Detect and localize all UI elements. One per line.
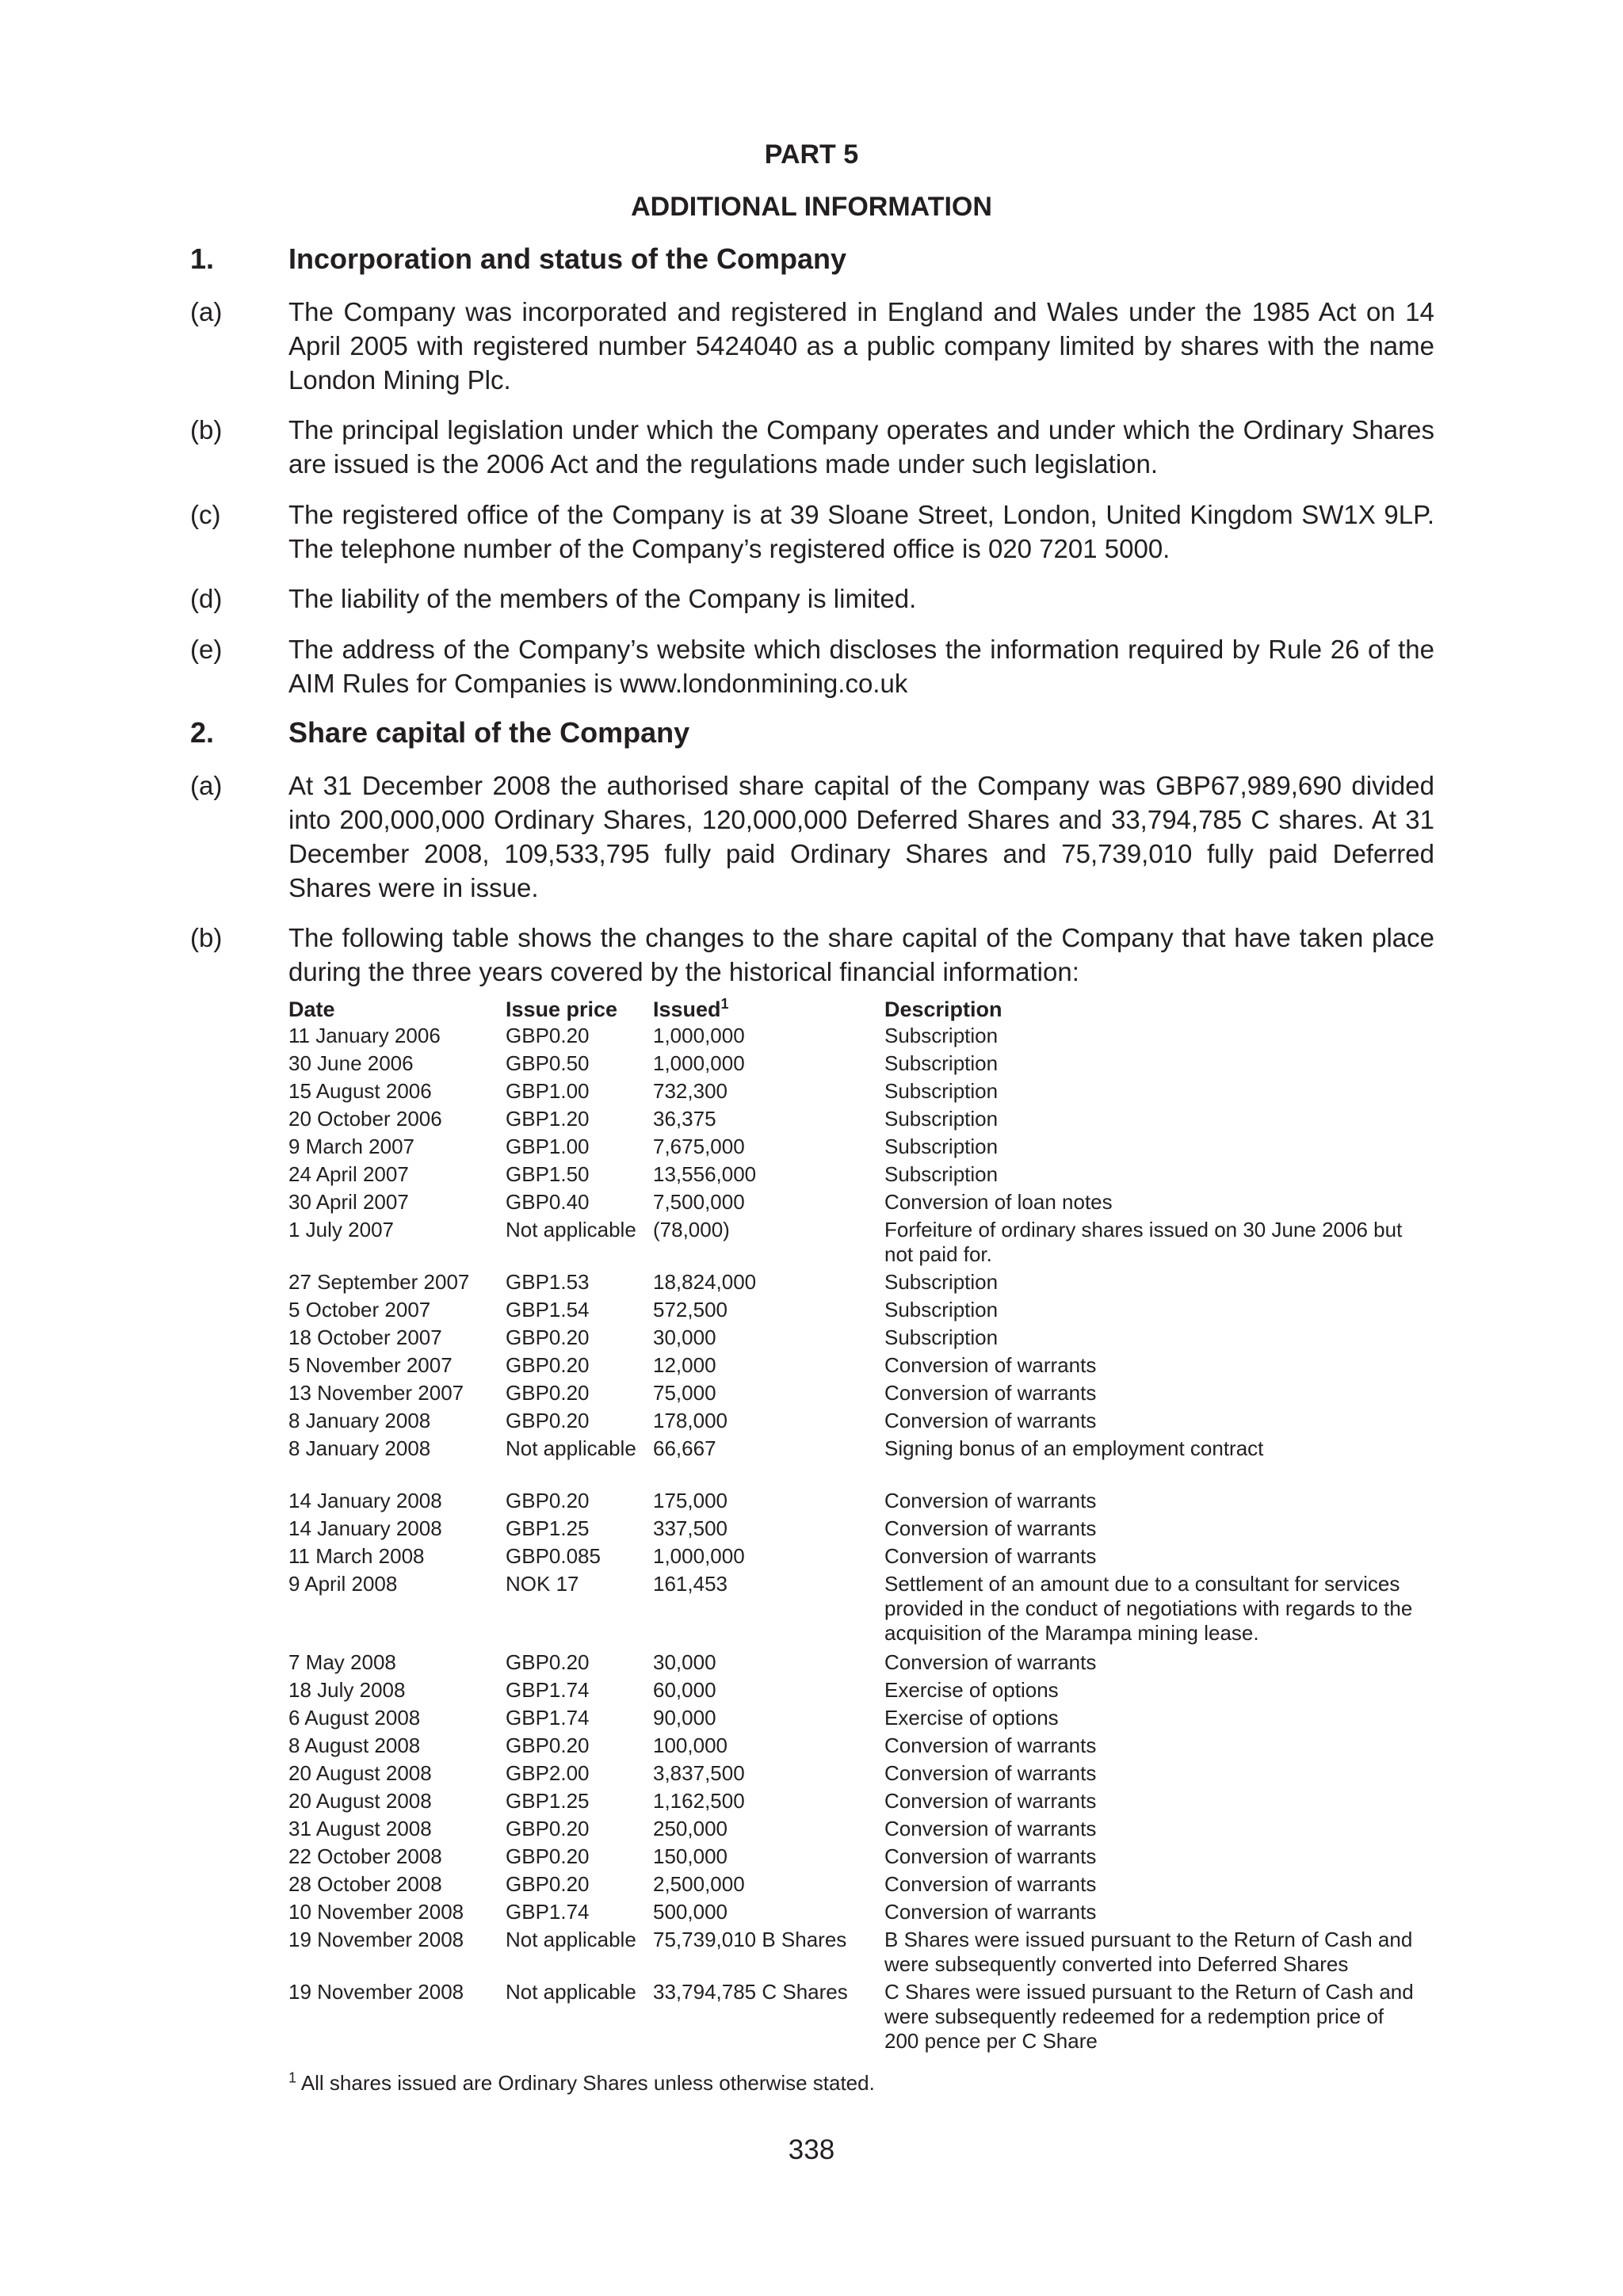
cell-description: Forfeiture of ordinary shares issued on 30 June 2006 but not paid for. <box>884 1218 1403 1266</box>
cell-issued: 500,000 <box>653 1900 727 1924</box>
cell-description: Conversion of warrants <box>884 1516 1097 1540</box>
cell-issue-price: GBP0.20 <box>506 1409 590 1432</box>
cell-issued: 2,500,000 <box>653 1872 745 1896</box>
footnote-marker: 1 <box>720 996 729 1012</box>
cell-issued: 178,000 <box>653 1409 727 1432</box>
cell-issue-price: GBP0.20 <box>506 1325 590 1349</box>
item-text: The Company was incorporated and registered in England and Wales under the 1985 Act on 14 April 2005 with registered number 5424040 as a public company limited by shares with the name London Mining Plc. <box>288 297 1434 395</box>
cell-description: Conversion of warrants <box>884 1489 1097 1512</box>
cell-issue-price: GBP1.74 <box>506 1678 590 1702</box>
cell-description: Subscription <box>884 1162 999 1186</box>
cell-issue-price: GBP0.20 <box>506 1817 590 1840</box>
cell-date: 14 January 2008 <box>288 1489 442 1512</box>
item-label: (b) <box>190 415 223 444</box>
column-header-issued <box>653 995 883 1024</box>
part-title: PART 5 <box>764 139 859 170</box>
cell-description: Subscription <box>884 1298 999 1322</box>
page-number: 338 <box>788 2134 835 2165</box>
section-1-title: Incorporation and status of the Company <box>288 242 847 275</box>
cell-date: 9 April 2008 <box>288 1572 398 1596</box>
cell-description: Subscription <box>884 1107 999 1131</box>
cell-description: Settlement of an amount due to a consultant for services provided in the conduct of negotiations with regards to the acquisition of the Marampa mining lease. <box>884 1572 1413 1645</box>
cell-issue-price: GBP0.20 <box>506 1353 590 1377</box>
cell-issued: 1,000,000 <box>653 1051 745 1075</box>
cell-issue-price: GBP2.00 <box>506 1761 590 1785</box>
cell-issued: 36,375 <box>653 1107 716 1131</box>
cell-issue-price: GBP1.00 <box>506 1079 590 1103</box>
footnote-text: All shares issued are Ordinary Shares unless otherwise stated. <box>300 2071 875 2095</box>
cell-issued: 18,824,000 <box>653 1270 757 1294</box>
cell-issue-price: Not applicable <box>506 1928 636 1951</box>
cell-issued: 175,000 <box>653 1489 727 1512</box>
item-text: The principal legislation under which the Company operates and under which the Ordinary Shares are issued is the 2006 Act and the regulations made under such legislation. <box>288 415 1434 479</box>
cell-description: Conversion of warrants <box>884 1381 1097 1405</box>
cell-issued: 572,500 <box>653 1298 727 1322</box>
item-text: The liability of the members of the Company is limited. <box>288 584 917 613</box>
cell-issue-price: GBP0.20 <box>506 1489 590 1512</box>
cell-description: Subscription <box>884 1024 999 1047</box>
cell-date: 20 August 2008 <box>288 1761 432 1785</box>
cell-description: Subscription <box>884 1270 999 1294</box>
cell-issued: 30,000 <box>653 1325 716 1349</box>
cell-issued: 732,300 <box>653 1079 727 1103</box>
cell-issued: 150,000 <box>653 1844 727 1868</box>
cell-issued: 1,162,500 <box>653 1789 745 1813</box>
cell-description: Conversion of warrants <box>884 1544 1097 1568</box>
cell-date: 8 January 2008 <box>288 1409 431 1432</box>
cell-date: 11 March 2008 <box>288 1544 425 1568</box>
cell-issued: 90,000 <box>653 1706 716 1730</box>
item-label: (d) <box>190 584 223 613</box>
cell-date: 19 November 2008 <box>288 1928 464 1951</box>
item-label: (e) <box>190 635 223 664</box>
cell-date: 30 June 2006 <box>288 1051 414 1075</box>
cell-description: Conversion of warrants <box>884 1409 1097 1432</box>
cell-date: 14 January 2008 <box>288 1516 442 1540</box>
item-text: The following table shows the changes to the share capital of the Company that have taken place during the three years covered by the historical financial information: <box>288 923 1434 986</box>
cell-issue-price: GBP0.50 <box>506 1051 590 1075</box>
cell-date: 20 October 2006 <box>288 1107 442 1131</box>
footnote <box>288 2069 875 2096</box>
item-text: The address of the Company’s website which discloses the information required by Rule 26 of the AIM Rules for Companies is www.londonmining.co.uk <box>288 635 1434 698</box>
item-label: (c) <box>190 500 221 529</box>
cell-date: 15 August 2006 <box>288 1079 432 1103</box>
cell-issue-price: GBP1.25 <box>506 1789 590 1813</box>
cell-issue-price: GBP1.53 <box>506 1270 590 1294</box>
cell-issue-price: Not applicable <box>506 1980 636 2004</box>
cell-issue-price: GBP0.20 <box>506 1733 590 1757</box>
cell-issue-price: GBP1.74 <box>506 1900 590 1924</box>
cell-date: 28 October 2008 <box>288 1872 442 1896</box>
cell-date: 9 March 2007 <box>288 1135 414 1158</box>
cell-description: Exercise of options <box>884 1706 1059 1730</box>
cell-issue-price: GBP0.40 <box>506 1190 590 1214</box>
cell-date: 5 October 2007 <box>288 1298 431 1322</box>
cell-date: 24 April 2007 <box>288 1162 409 1186</box>
cell-description: C Shares were issued pursuant to the Return of Cash and were subsequently redeemed for a redemption price of 200 pence per C Share <box>884 1980 1414 2053</box>
cell-issued: 75,000 <box>653 1381 716 1405</box>
cell-description: Conversion of warrants <box>884 1789 1097 1813</box>
cell-issue-price: GBP0.20 <box>506 1872 590 1896</box>
cell-date: 6 August 2008 <box>288 1706 421 1730</box>
column-header-issue-price: Issue price <box>506 997 618 1021</box>
item-text: The registered office of the Company is at 39 Sloane Street, London, United Kingdom SW1X 9LP. The telephone number of the Company’s registered office is 020 7201 5000. <box>288 500 1434 563</box>
cell-description: Subscription <box>884 1135 999 1158</box>
cell-issued: 60,000 <box>653 1678 716 1702</box>
part-subtitle: ADDITIONAL INFORMATION <box>631 192 992 222</box>
cell-issued: 1,000,000 <box>653 1024 745 1047</box>
cell-issue-price: GBP0.20 <box>506 1650 590 1674</box>
column-header-date: Date <box>288 997 335 1021</box>
cell-issue-price: GBP0.085 <box>506 1544 601 1568</box>
cell-issued: 13,556,000 <box>653 1162 757 1186</box>
cell-issued: 12,000 <box>653 1353 716 1377</box>
cell-date: 31 August 2008 <box>288 1817 432 1840</box>
cell-date: 27 September 2007 <box>288 1270 470 1294</box>
cell-issued: 3,837,500 <box>653 1761 745 1785</box>
cell-description: Subscription <box>884 1051 999 1075</box>
section-2-title: Share capital of the Company <box>288 716 690 749</box>
cell-issue-price: Not applicable <box>506 1218 636 1241</box>
cell-issued: 30,000 <box>653 1650 716 1674</box>
cell-issued: 33,794,785 C Shares <box>653 1980 848 2004</box>
cell-issued: 7,675,000 <box>653 1135 745 1158</box>
item-text: At 31 December 2008 the authorised share capital of the Company was GBP67,989,690 divided into 200,000,000 Ordinary Shares, 120,000,000 Deferred Shares and 33,794,785 C shares. At 31 December 2008, 109,533,795 fully paid Ordinary Shares and 75,739,010 fully paid Deferred Shares were in issue. <box>288 771 1434 902</box>
cell-issue-price: GBP0.20 <box>506 1024 590 1047</box>
column-header-description: Description <box>884 997 1002 1021</box>
cell-description: Conversion of warrants <box>884 1844 1097 1868</box>
issued-header-label: Issued <box>653 997 721 1021</box>
section-2-number: 2. <box>190 716 215 749</box>
cell-issued: 161,453 <box>653 1572 727 1596</box>
cell-date: 8 January 2008 <box>288 1436 431 1460</box>
cell-date: 5 November 2007 <box>288 1353 453 1377</box>
cell-description: Conversion of warrants <box>884 1817 1097 1840</box>
item-label: (b) <box>190 923 223 952</box>
cell-issue-price: GBP1.74 <box>506 1706 590 1730</box>
cell-issue-price: GBP1.50 <box>506 1162 590 1186</box>
cell-issue-price: GBP1.20 <box>506 1107 590 1131</box>
cell-description: Conversion of warrants <box>884 1353 1097 1377</box>
item-label: (a) <box>190 771 223 800</box>
cell-date: 8 August 2008 <box>288 1733 421 1757</box>
cell-issued: 100,000 <box>653 1733 727 1757</box>
cell-date: 1 July 2007 <box>288 1218 394 1241</box>
cell-description: B Shares were issued pursuant to the Return of Cash and were subsequently converted into Deferred Shares <box>884 1928 1413 1976</box>
cell-issued: 337,500 <box>653 1516 727 1540</box>
cell-issue-price: GBP0.20 <box>506 1381 590 1405</box>
cell-date: 11 January 2006 <box>288 1024 441 1047</box>
cell-description: Subscription <box>884 1325 999 1349</box>
cell-issued: 66,667 <box>653 1436 716 1460</box>
cell-date: 10 November 2008 <box>288 1900 464 1924</box>
cell-issue-price: Not applicable <box>506 1436 636 1460</box>
cell-description: Conversion of warrants <box>884 1733 1097 1757</box>
cell-date: 22 October 2008 <box>288 1844 442 1868</box>
cell-issue-price: GBP1.25 <box>506 1516 590 1540</box>
cell-issued: (78,000) <box>653 1218 730 1241</box>
cell-description: Conversion of warrants <box>884 1900 1097 1924</box>
cell-description: Conversion of warrants <box>884 1650 1097 1674</box>
footnote-marker: 1 <box>288 2069 297 2086</box>
cell-issue-price: GBP1.54 <box>506 1298 590 1322</box>
cell-date: 20 August 2008 <box>288 1789 432 1813</box>
item-label: (a) <box>190 297 223 326</box>
cell-description: Conversion of warrants <box>884 1761 1097 1785</box>
cell-issue-price: GBP0.20 <box>506 1844 590 1868</box>
cell-issued: 250,000 <box>653 1817 727 1840</box>
cell-description: Exercise of options <box>884 1678 1059 1702</box>
cell-issued: 7,500,000 <box>653 1190 745 1214</box>
cell-issue-price: GBP1.00 <box>506 1135 590 1158</box>
cell-date: 19 November 2008 <box>288 1980 464 2004</box>
cell-issued: 75,739,010 B Shares <box>653 1928 847 1951</box>
cell-description: Signing bonus of an employment contract <box>884 1436 1264 1460</box>
cell-description: Conversion of loan notes <box>884 1190 1113 1214</box>
cell-date: 7 May 2008 <box>288 1650 396 1674</box>
cell-date: 30 April 2007 <box>288 1190 409 1214</box>
cell-issued: 1,000,000 <box>653 1544 745 1568</box>
cell-issue-price: NOK 17 <box>506 1572 579 1596</box>
cell-date: 18 October 2007 <box>288 1325 442 1349</box>
section-1-number: 1. <box>190 242 215 275</box>
cell-description: Subscription <box>884 1079 999 1103</box>
cell-description: Conversion of warrants <box>884 1872 1097 1896</box>
cell-date: 18 July 2008 <box>288 1678 406 1702</box>
cell-date: 13 November 2007 <box>288 1381 464 1405</box>
